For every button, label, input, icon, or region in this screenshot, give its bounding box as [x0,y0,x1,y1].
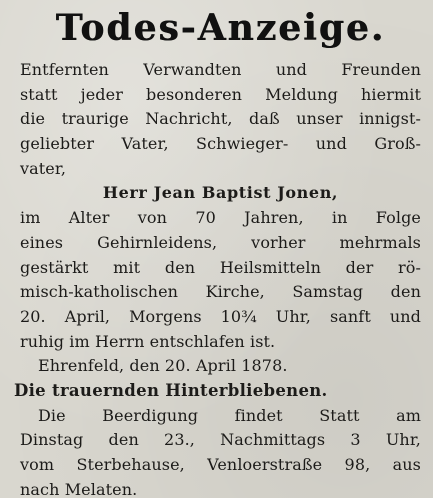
notice-line: nach Melaten. [20,479,138,498]
notice-line: die traurige Nachricht, daß unser innigst- [20,109,421,129]
notice-line: misch-katholischen Kirche, Samstag den [20,282,421,302]
notice-line: 20. April, Morgens 10¾ Uhr, sanft und [20,306,421,326]
notice-line: geliebter Vater, Schwieger- und Groß- [20,134,421,154]
notice-line: Die Beerdigung findet Statt am [38,405,421,425]
signature: Die trauernden Hinterbliebenen. [14,380,328,400]
place-date: Ehrenfeld, den 20. April 1878. [38,356,288,376]
deceased-name: Herr Jean Baptist Jonen, [102,183,339,203]
notice-line: Dinstag den 23., Nachmittags 3 Uhr, [20,430,421,450]
notice-line: im Alter von 70 Jahren, in Folge [20,208,421,228]
notice-line: ruhig im Herrn entschlafen ist. [20,331,276,351]
notice-line: Entfernten Verwandten und Freunden [20,60,421,79]
notice-line: vater, [20,158,67,178]
notice-line: statt jeder besonderen Meldung hiermit [20,84,421,104]
notice-line: eines Gehirnleidens, vorher mehrmals [20,232,421,252]
notice-line: vom Sterbehause, Venloerstraße 98, aus [20,455,421,474]
notice-line: gestärkt mit den Heilsmitteln der rö- [20,257,421,277]
notice-title: Todes-Anzeige. [55,7,386,49]
